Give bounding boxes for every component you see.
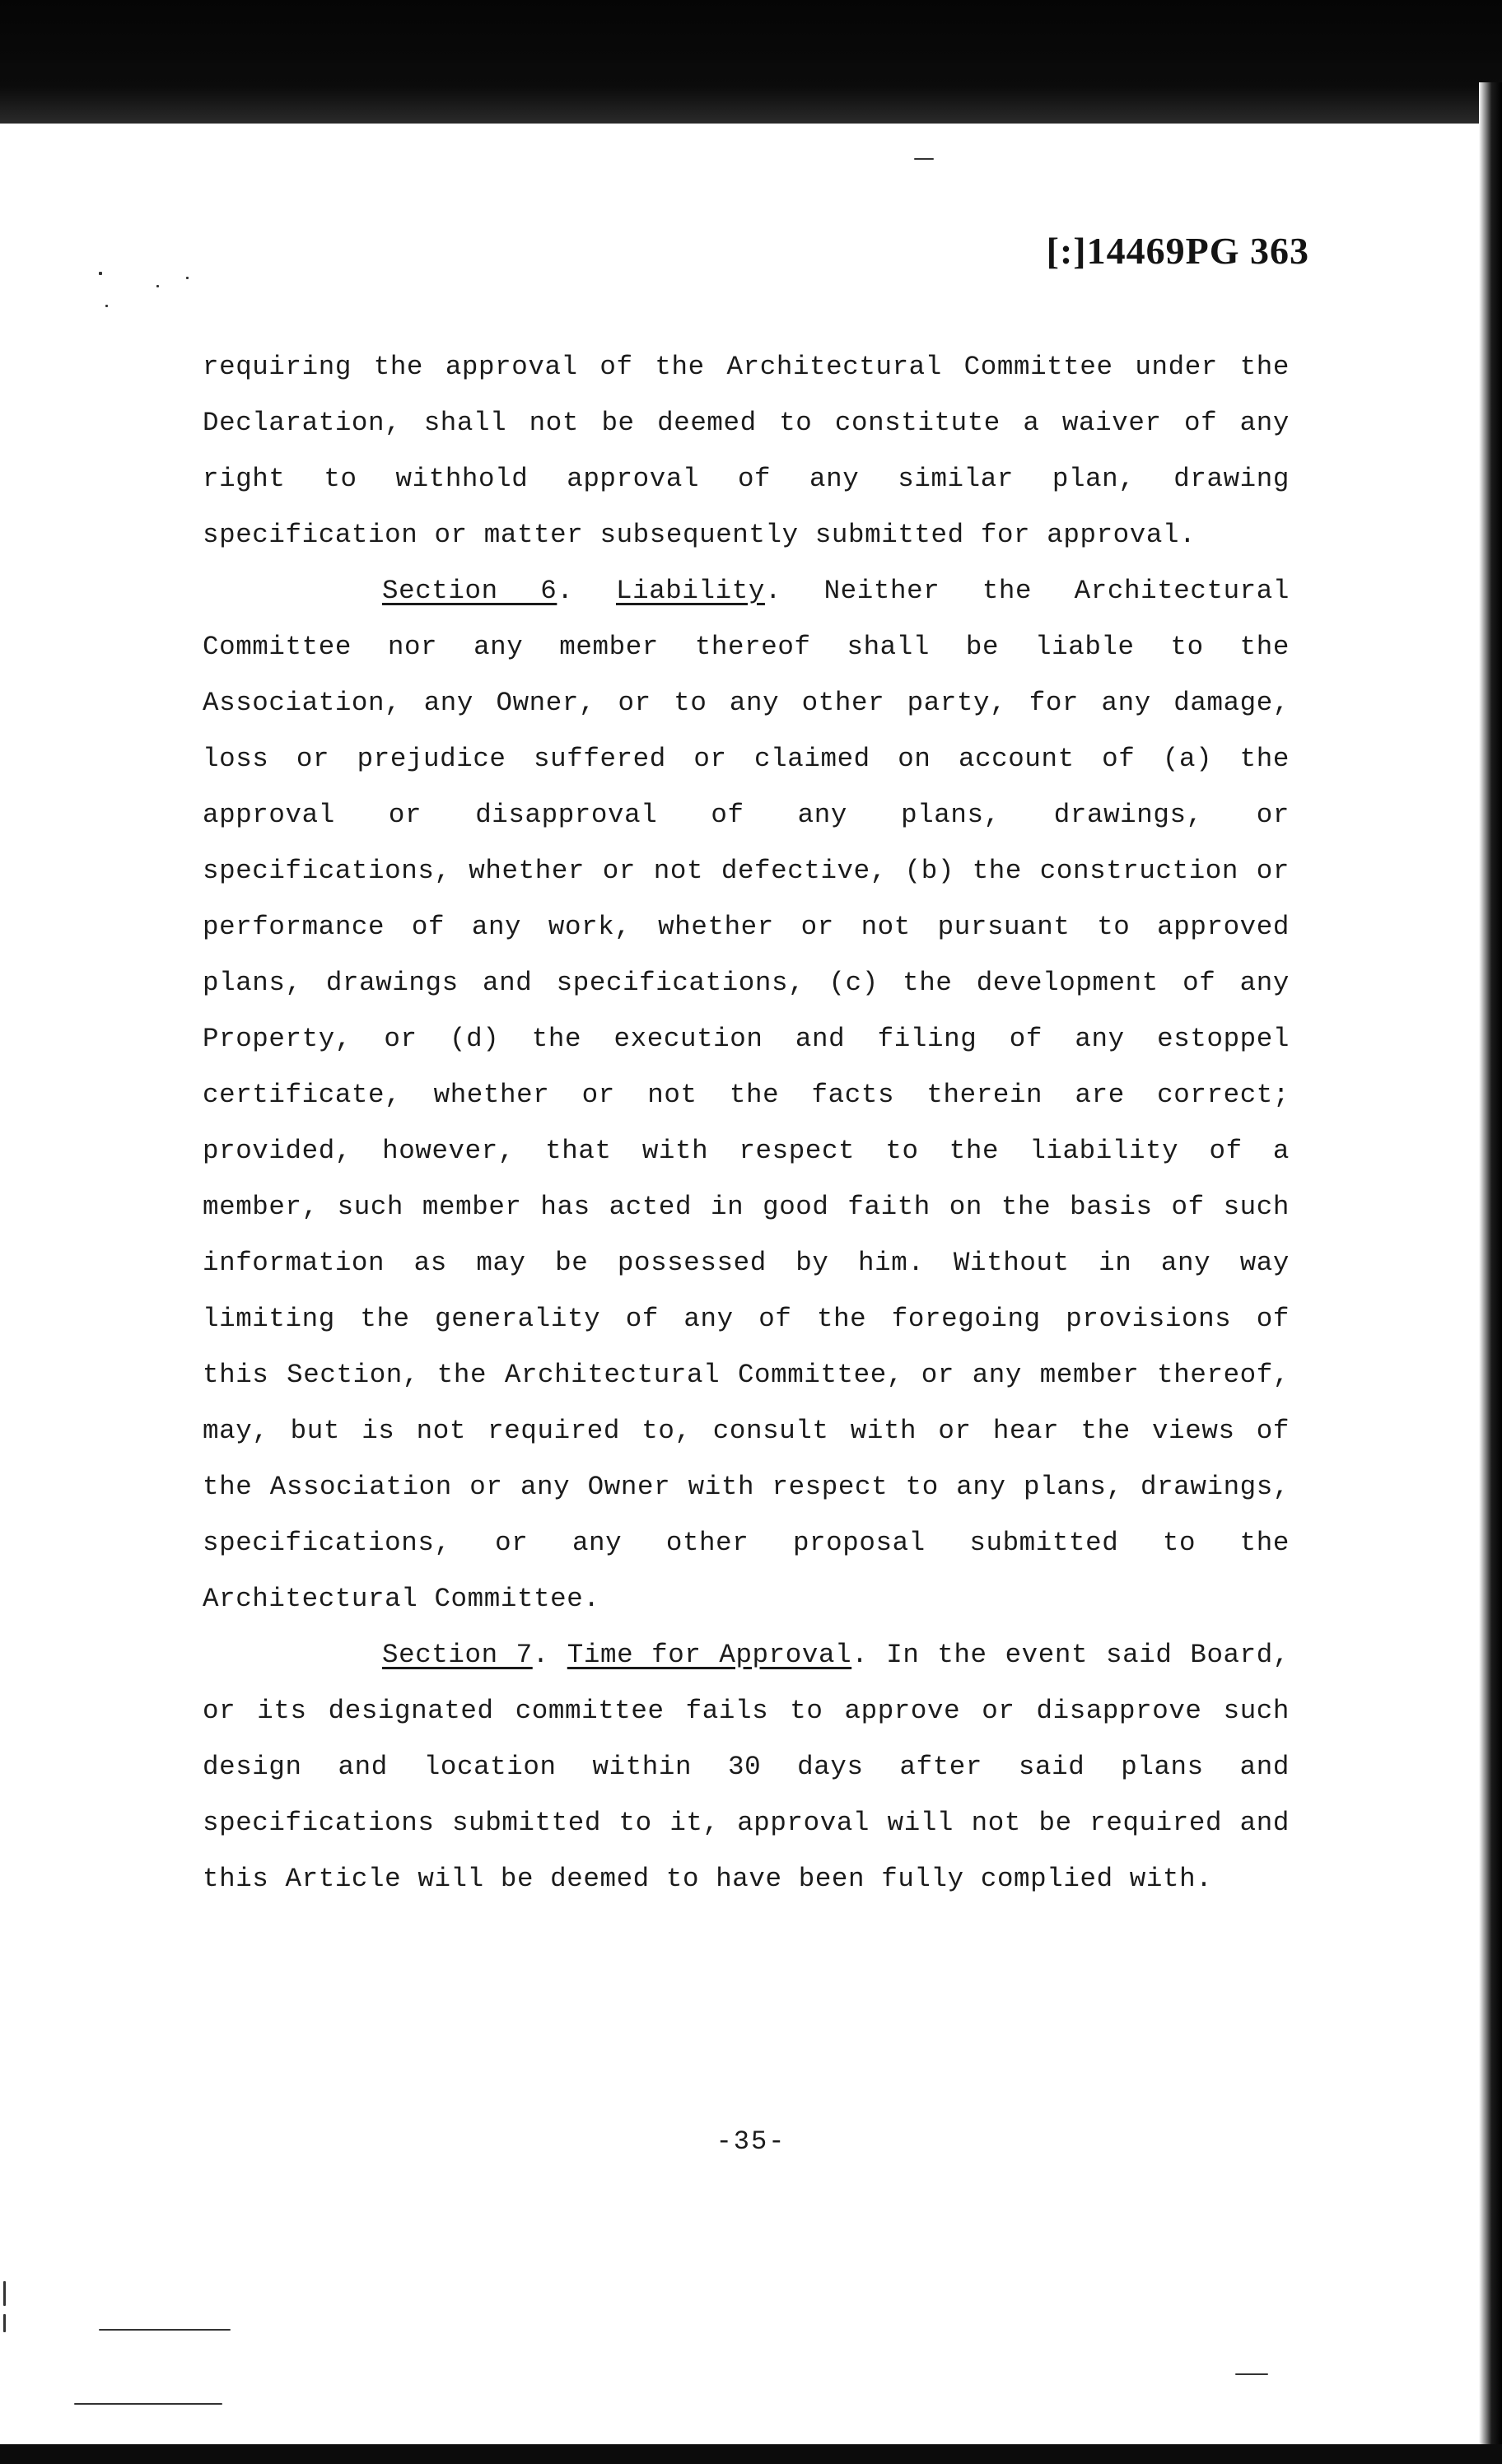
document-body — [203, 339, 1290, 1907]
section-7-text: In the event said Board, or its designated committee fails to approve or disapprove such design and location within 30 days after said plans and specifications submitted to it, approval will not be required and this Article will be deemed to have been fully complied with. — [203, 1640, 1290, 1894]
scan-top-border — [0, 0, 1502, 124]
scan-bottom-border — [0, 2444, 1502, 2464]
section-7-paragraph: Section 7. Time for Approval. In the event said Board, or its designated committee fails to approve or disapprove such design and location within 30 days after said plans and specifications submitted to it, approval will not be required and this Article will be deemed to have been fully complied with. — [203, 1640, 1290, 1894]
section-6-text: Neither the Architectural Committee nor any member thereof shall be liable to the Association, any Owner, or to any other party, for any damage, loss or prejudice suffered or claimed on account of (a) the approval or disapproval of any plans, drawings, or specifications, whether or not defective, (b) the construction or performance of any work, whether or not pursuant to approved plans, drawings and specifications, (c) the development of any Property, or (d) the execution and filing of any estoppel certificate, whether or not the facts therein are correct; provided, however, that with respect to the liability of a member, such member has acted in good faith on the basis of such information as may be possessed by him. Without in any way limiting the generality of any of the foregoing provisions of this Section, the Architectural Committee, or any member thereof, may, but is not required to, consult with or hear the views of the Association or any Owner with respect to any plans, drawings, specifications, or any other proposal submitted to the Architectural Committee. — [203, 576, 1290, 1614]
section-6-number: Section 6 — [382, 576, 557, 606]
scan-speck — [156, 285, 159, 287]
scan-speck — [914, 158, 934, 160]
page-number: -35- — [716, 2126, 786, 2157]
scan-speck — [1235, 2373, 1268, 2375]
section-6-title: Liability — [616, 576, 765, 606]
scan-speck — [105, 305, 108, 307]
scan-speck — [99, 272, 102, 275]
section-7-number: Section 7 — [382, 1640, 533, 1670]
scan-right-border — [1479, 82, 1502, 2464]
book-page-reference: [:]14469PG 363 — [1046, 230, 1309, 272]
intro-paragraph: requiring the approval of the Architectural Committee under the Declaration, shall not be deemed to constitute a waiver of any right to withhold approval of any similar plan, drawing specification or matter subsequently submitted for approval. — [203, 352, 1290, 550]
scan-speck — [74, 2403, 222, 2405]
scan-speck — [3, 2281, 6, 2306]
section-6-paragraph: Section 6. Liability. Neither the Architectural Committee nor any member thereof shall be liable to the Association, any Owner, or to any other party, for any damage, loss or prejudice suffered or claimed on account of (a) the approval or disapproval of any plans, drawings, or specifications, whether or not defective, (b) the construction or performance of any work, whether or not pursuant to approved plans, drawings and specifications, (c) the development of any Property, or (d) the execution and filing of any estoppel certificate, whether or not the facts therein are correct; provided, however, that with respect to the liability of a member, such member has acted in good faith on the basis of such information as may be possessed by him. Without in any way limiting the generality of any of the foregoing provisions of this Section, the Architectural Committee, or any member thereof, may, but is not required to, consult with or hear the views of the Association or any Owner with respect to any plans, drawings, specifications, or any other proposal submitted to the Architectural Committee. — [203, 576, 1290, 1614]
scan-speck — [99, 2329, 231, 2331]
section-7-title: Time for Approval — [567, 1640, 852, 1670]
scan-speck — [3, 2314, 6, 2332]
scan-speck — [186, 277, 189, 279]
